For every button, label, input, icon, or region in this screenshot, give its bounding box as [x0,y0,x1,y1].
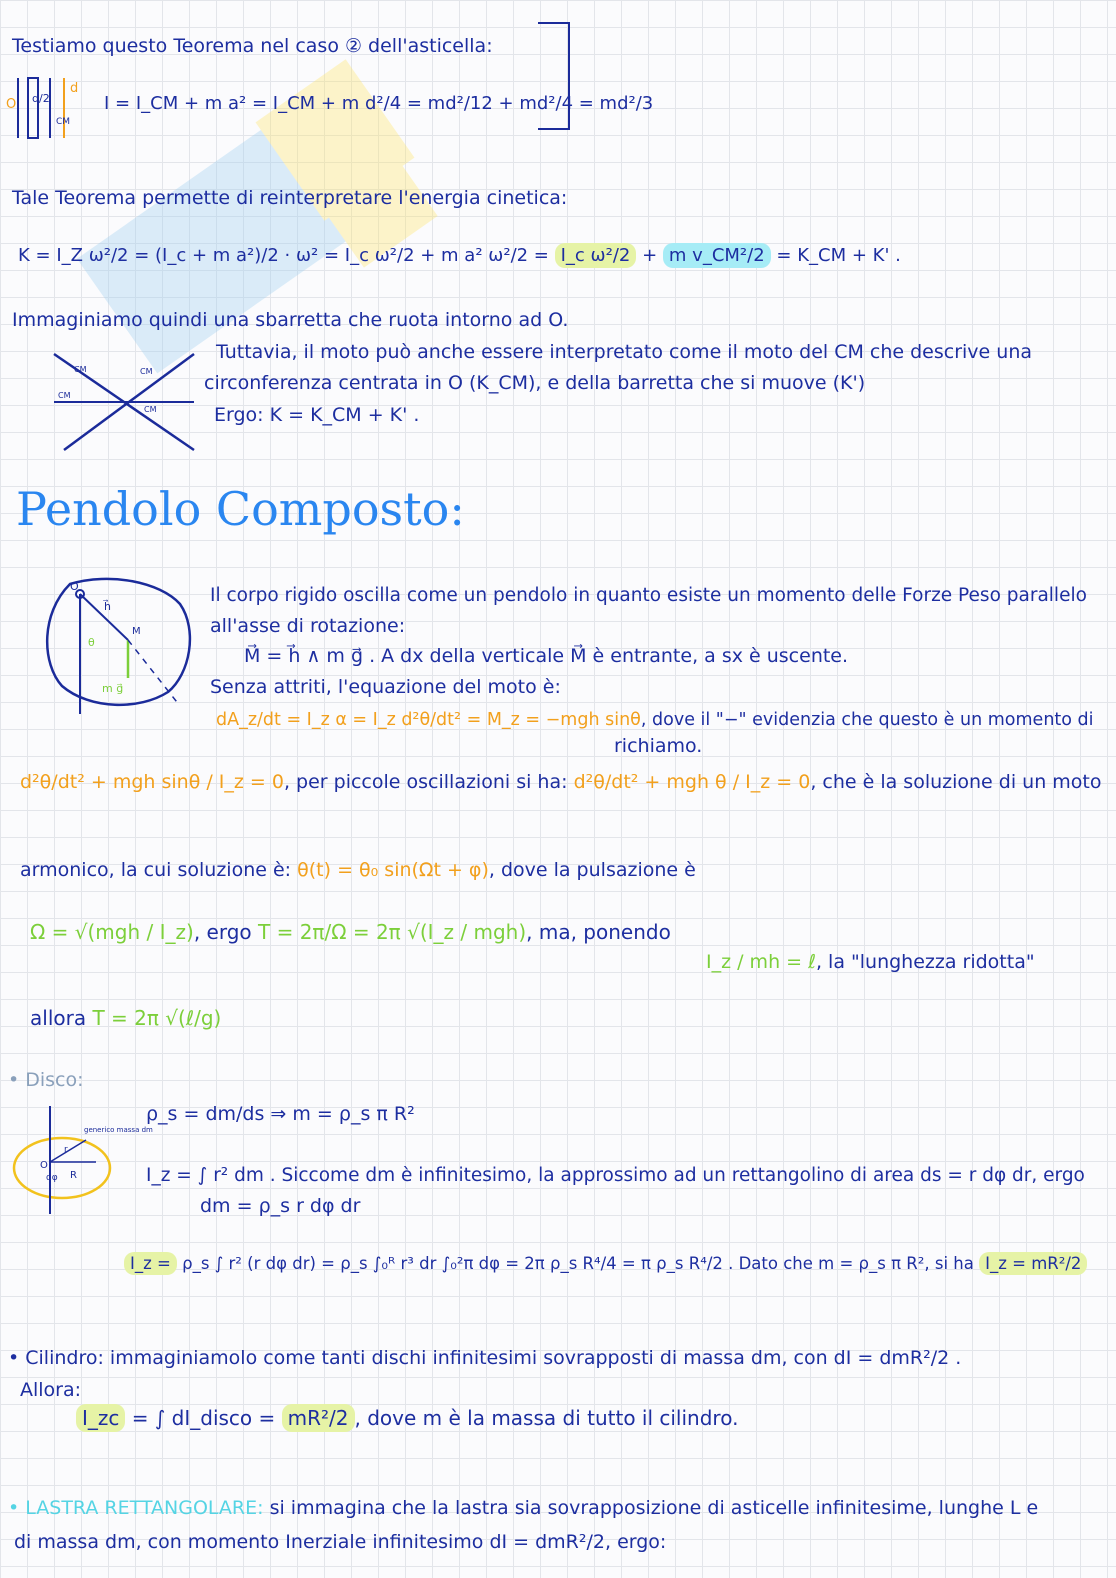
kinetic-formula-start: K = I_Z ω²/2 = (I_c + m a²)/2 · ω² = I_c ω²/2 + m a² ω²/2 = [18,245,549,266]
pend-omega-c: T = 2π/Ω = 2π √(I_z / mgh) [258,920,527,944]
kinetic-formula: K = I_Z ω²/2 = (I_c + m a²)/2 · ω² = I_c ω²/2 + m a² ω²/2 = I_c ω²/2 + m v_CM²/2 = K_CM + K' . [18,245,901,266]
pend-then-a: allora [30,1006,87,1030]
pend-harm-b: θ(t) = θ₀ sin(Ωt + φ) [297,859,489,881]
pend-label-mg: m g⃗ [102,682,124,695]
bar-line-3: Ergo: K = K_CM + K' . [214,404,420,426]
bar-line-2: circonferenza centrata in O (K_CM), e della barretta che si muove (K') [204,372,866,394]
pend-p1-line1: Il corpo rigido oscilla come un pendolo in quanto esiste un momento delle Forze Peso parallelo [210,585,1087,606]
disc-diagram [6,1100,153,1220]
pend-reduced-a: I_z / mh = ℓ [706,951,816,973]
pend-harm [20,858,696,882]
disc-label-dphi: dφ [46,1173,58,1183]
disco-label: • Disco: [8,1069,84,1091]
kinetic-formula-end: = K_CM + K' . [776,245,901,266]
bar-cm-4: CM [144,405,157,414]
lastra-line2: di massa dm, con momento Inerziale infinitesimo dI = dmR²/2, ergo: [14,1531,667,1553]
pend-eq2-a: d²θ/dt² + mgh sinθ / I_z = 0 [20,771,284,793]
cilindro-formula [76,1406,738,1430]
pend-eq-note: , dove il "−" evidenzia che questo è un momento di [640,710,1094,730]
cilindro-line1: • Cilindro: immaginiamolo come tanti dischi infinitesimi sovrapposti di massa dm, con dI = dmR²/2 . [8,1347,962,1369]
disc-label-r: R [70,1170,77,1181]
lastra-text1: si immagina che la lastra sia sovrapposizione di asticelle infinitesime, lunghe L e [269,1497,1039,1519]
disco-iz-line2: dm = ρ_s r dφ dr [200,1195,361,1217]
kinetic-intro: Tale Teorema permette di reinterpretare l'energia cinetica: [12,187,568,209]
rotating-bar-diagram [44,346,204,456]
steiner-intro: Testiamo questo Teorema nel caso ② dell'asticella: [12,35,493,57]
pend-label-theta: θ [88,636,95,649]
disco-iz-line1: I_z = ∫ r² dm . Siccome dm è infinitesimo, la approssimo ad un rettangolino di area ds = r dφ dr, ergo [146,1165,1085,1186]
disc-label-generic: generico massa dm [84,1126,153,1134]
cilindro-formula-hl: I_zc [76,1404,125,1432]
pend-reduced-b: , la "lunghezza ridotta" [815,951,1035,973]
pend-p1-line2: all'asse di rotazione: [210,615,406,637]
disc-label-small-r: r [64,1145,68,1155]
pend-p2: M⃗ = h⃗ ∧ m g⃗ . A dx della verticale M⃗ è entrante, a sx è uscente. [244,645,849,667]
kinetic-term-yellow: I_c ω²/2 [555,243,637,268]
pend-omega-a: Ω = √(mgh / I_z) [30,920,194,944]
lastra-label: • LASTRA RETTANGOLARE: [8,1497,264,1519]
bar-cm-2: CM [140,367,153,376]
disco-rho: ρ_s = dm/ds ⇒ m = ρ_s π R² [146,1103,415,1125]
pend-harm-a: armonico, la cui soluzione è: [20,859,292,881]
cilindro-formula-res: mR²/2 [282,1404,355,1432]
pend-reduced [706,950,1035,974]
pend-eq [216,708,1094,732]
disc-label-o: O [40,1160,48,1171]
disco-integral [124,1252,1087,1276]
pend-then-b: T = 2π √(ℓ/g) [92,1006,222,1030]
rod-label-cm: CM [56,117,71,127]
rod-label-half: d/2 [32,92,50,105]
cilindro-formula-end: , dove m è la massa di tutto il cilindro. [354,1406,739,1430]
pend-p3: Senza attriti, l'equazione del moto è: [210,676,561,698]
disco-int-result: I_z = mR²/2 [979,1252,1087,1275]
pend-label-h: h⃗ [104,600,111,613]
pend-omega [30,920,671,944]
disco-int-hl: I_z = [124,1252,177,1275]
pendulum-diagram [40,574,200,714]
cilindro-formula-mid: = ∫ dI_disco = [131,1406,276,1430]
rod-diagram [6,74,96,144]
steiner-formula: I = I_CM + m a² = I_CM + m d²/4 = md²/12 + md²/4 = md²/3 [104,93,654,114]
pend-label-m: M [132,626,141,637]
pend-then [30,1006,221,1030]
disco-int-body: ρ_s ∫ r² (r dφ dr) = ρ_s ∫₀ᴿ r³ dr ∫₀²π dφ = 2π ρ_s R⁴/4 = π ρ_s R⁴/2 . Dato che m = ρ_s π R², si ha [182,1254,974,1273]
bar-line-1: Tuttavia, il moto può anche essere interpretato come il moto del CM che descrive una [216,341,1033,363]
section-title: Pendolo Composto: [16,482,465,536]
rod-label-d: d [70,81,79,96]
bar-cm-1: CM [74,365,87,374]
pend-eq2 [20,770,1102,794]
bar-cm-3: CM [58,391,71,400]
pend-eq2-b: d²θ/dt² + mgh θ / I_z = 0 [573,771,811,793]
pend-label-o: O [70,580,79,593]
pend-eq2-end: , che è la soluzione di un moto [810,771,1102,793]
lastra-line1 [8,1496,1038,1520]
pend-eq-note2: richiamo. [614,735,703,757]
pend-eq2-mid: , per piccole oscillazioni si ha: [283,771,568,793]
pend-omega-d: , ma, ponendo [526,920,671,944]
pend-omega-b: , ergo [193,920,252,944]
pend-harm-c: , dove la pulsazione è [488,859,696,881]
pend-eq-lhs: dA_z/dt = I_z α = I_z d²θ/dt² = M_z = −mgh sinθ [216,710,641,730]
bar-intro: Immaginiamo quindi una sbarretta che ruota intorno ad O. [12,309,569,331]
rod-label-o: O [6,97,17,112]
cilindro-line2: Allora: [20,1379,82,1401]
kinetic-term-cyan: m v_CM²/2 [663,243,771,268]
